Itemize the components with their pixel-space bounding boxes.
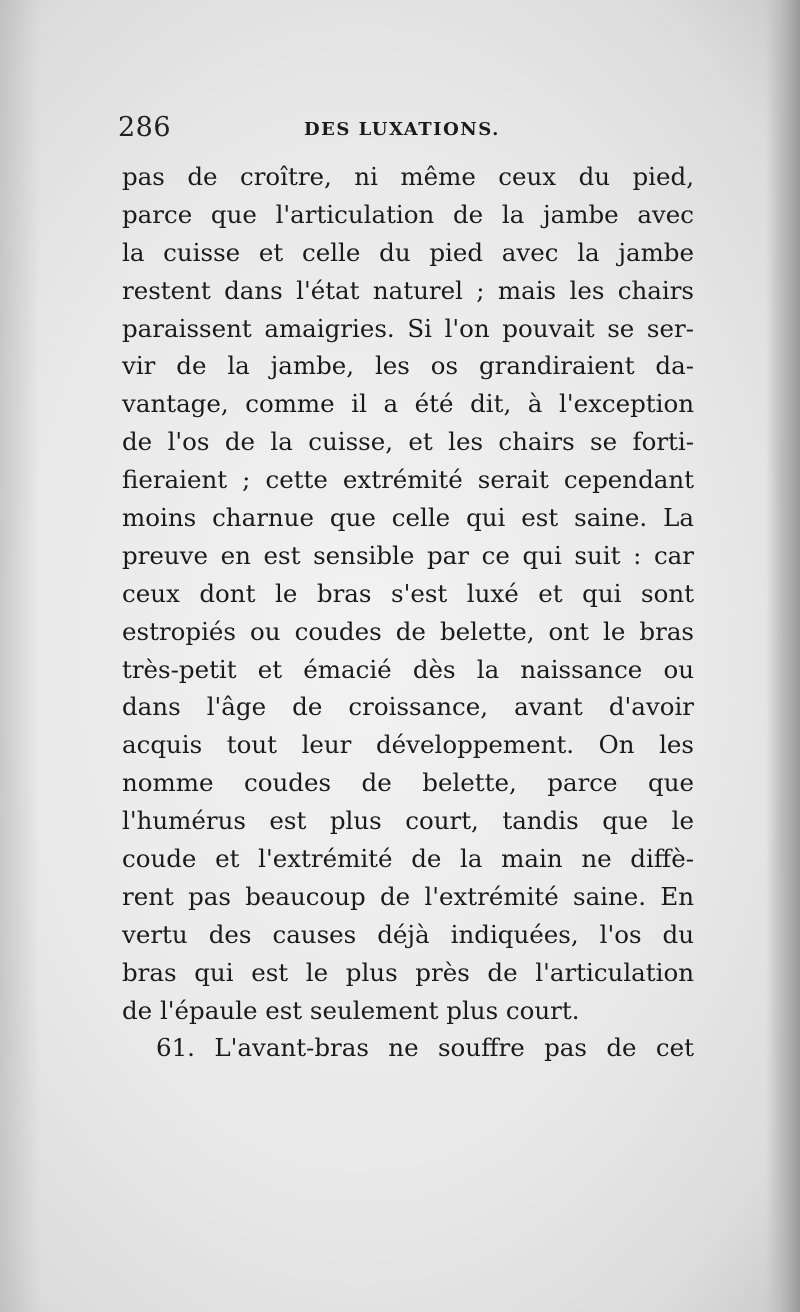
text-line: restent dans l'état naturel ; mais les chairs [122, 275, 694, 305]
body-text [122, 158, 694, 1067]
text-line: paraissent amaigries. Si l'on pouvait se ser- [122, 313, 694, 343]
page-header [118, 112, 703, 150]
text-line: très-petit et émacié dès la naissance ou [122, 654, 694, 684]
text-line: ceux dont le bras s'est luxé et qui sont [122, 578, 694, 608]
text-line: l'humérus est plus court, tandis que le [122, 806, 694, 836]
page-gutter-shadow [0, 0, 40, 1312]
text-line: dans l'âge de croissance, avant d'avoir [122, 692, 694, 722]
text-line: acquis tout leur développement. On les [122, 730, 694, 760]
text-line: moins charnue que celle qui est saine. La [122, 503, 694, 533]
text-line: vertu des causes déjà indiquées, l'os du [122, 919, 694, 949]
text-line: parce que l'articulation de la jambe avec [122, 199, 694, 229]
text-line: pas de croître, ni même ceux du pied, [122, 162, 694, 191]
text-line: estropiés ou coudes de belette, ont le bras [122, 616, 694, 646]
text-line: nomme coudes de belette, parce que [122, 768, 694, 798]
text-line: preuve en est sensible par ce qui suit : car [122, 540, 694, 570]
paragraph-end-line: de l'épaule est seulement plus court. [122, 995, 580, 1025]
text-line: vantage, comme il a été dit, à l'exception [122, 389, 694, 419]
page-edge-shadow [766, 0, 800, 1312]
text-line: bras qui est le plus près de l'articulation [122, 957, 694, 987]
text-line: vir de la jambe, les os grandiraient da- [122, 351, 694, 381]
text-line: de l'os de la cuisse, et les chairs se forti- [122, 427, 694, 457]
page-number: 286 [118, 112, 172, 143]
text-line: la cuisse et celle du pied avec la jambe [122, 237, 694, 267]
section-61-first-line: 61. L'avant-bras ne souffre pas de cet [156, 1033, 694, 1063]
text-line: fieraient ; cette extrémité serait cependant [122, 465, 694, 495]
text-line: coude et l'extrémité de la main ne diffè- [122, 844, 694, 874]
running-head: DES LUXATIONS. [304, 119, 500, 140]
text-line: rent pas beaucoup de l'extrémité saine. En [122, 881, 694, 911]
